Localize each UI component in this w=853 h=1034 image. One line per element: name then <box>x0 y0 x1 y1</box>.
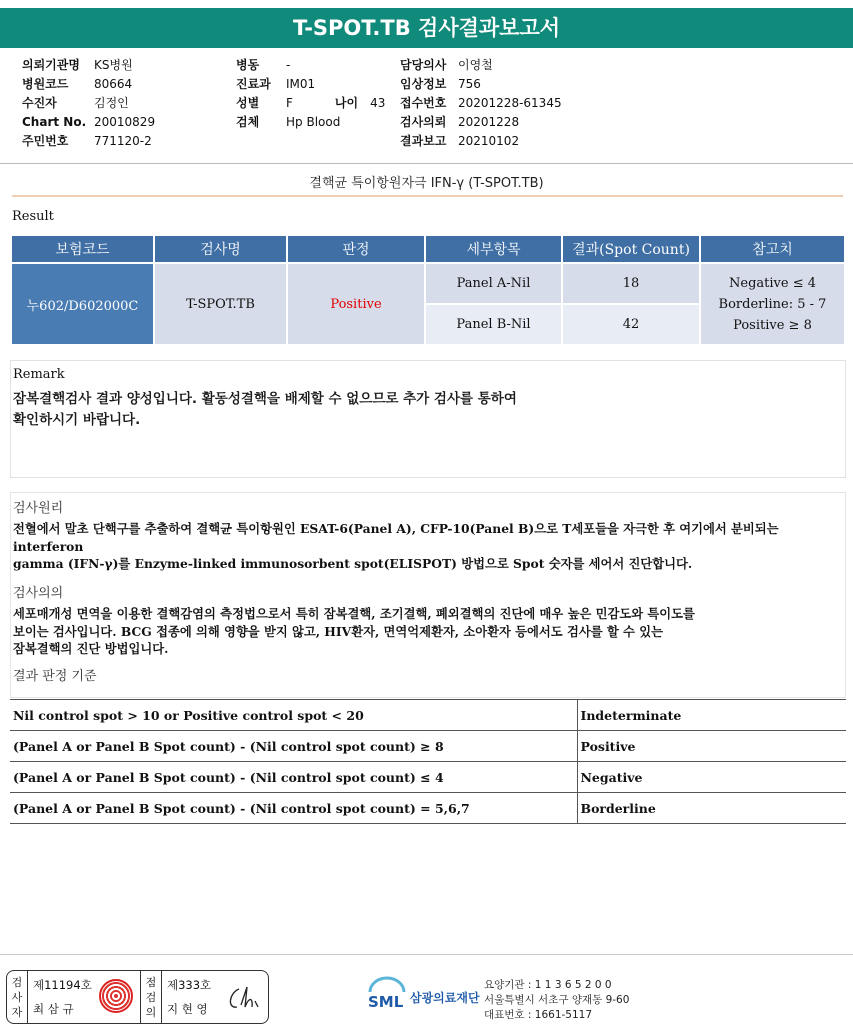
inspector-number: 제11194호 <box>33 978 92 992</box>
stamp-divider <box>161 971 162 1023</box>
age-value: 43 <box>370 96 386 110</box>
phone: 대표번호 : 1661-5117 <box>484 1009 593 1021</box>
criteria-result: Positive <box>577 731 846 762</box>
significance-line: 보이는 검사입니다. BCG 접종에 의해 영향을 받지 않고, HIV환자, 면역억제환자, 소아환자 등에서도 검사를 할 수 있는 <box>13 623 663 639</box>
panel-b-item: Panel B-Nil <box>426 305 561 344</box>
info-value: 80664 <box>94 77 133 91</box>
header-test-name: 검사명 <box>155 236 286 262</box>
info-label: 의뢰기관명 <box>22 58 80 72</box>
reference-range <box>701 264 844 344</box>
table-row <box>10 700 846 731</box>
info-value: 20210102 <box>458 134 520 148</box>
info-value: 20201228-61345 <box>458 96 562 110</box>
stamp-divider <box>140 971 141 1023</box>
info-label: 임상정보 <box>400 77 447 91</box>
principle-label: 검사원리 <box>13 501 64 516</box>
principle-line: interferon <box>13 538 84 554</box>
reference-negative: Negative ≤ 4 <box>729 275 816 291</box>
remark-line: 잠복결핵검사 결과 양성입니다. 활동성결핵을 배제할 수 없으므로 추가 검사를 통하여 <box>13 391 517 407</box>
checker-name: 지 현 영 <box>167 1002 208 1016</box>
info-label: 담당의사 <box>400 58 447 72</box>
info-label: Chart No. <box>22 115 87 129</box>
footer-divider <box>0 954 853 955</box>
criteria-condition: (Panel A or Panel B Spot count) - (Nil control spot count) = 5,6,7 <box>10 793 577 824</box>
info-value: F <box>286 96 293 110</box>
header-judgement: 판정 <box>288 236 424 262</box>
principle-line: gamma (IFN-γ)를 Enzyme-linked immunosorbent spot(ELISPOT) 방법으로 Spot 숫자를 세어서 진단합니다. <box>13 556 693 571</box>
criteria-condition: (Panel A or Panel B Spot count) - (Nil control spot count) ≥ 8 <box>10 731 577 762</box>
org-name: 삼광의료재단 <box>410 991 480 1005</box>
seal-icon <box>99 979 133 1013</box>
info-label: 결과보고 <box>400 134 447 148</box>
remark-label: Remark <box>13 367 65 382</box>
criteria-condition: Nil control spot > 10 or Positive control spot < 20 <box>10 700 577 731</box>
principle-section <box>10 492 846 698</box>
header-reference: 참고치 <box>701 236 844 262</box>
sml-logo-icon <box>366 976 408 1016</box>
significance-line: 세포매개성 면역을 이용한 결핵감염의 측정법으로서 특히 잠복결핵, 조기결핵, 폐외결핵의 진단에 매우 높은 민감도와 특이도를 <box>13 606 695 621</box>
info-label: 수진자 <box>22 96 57 110</box>
insurance-code: 누602/D602000C <box>12 264 153 344</box>
reference-borderline: Borderline: 5 - 7 <box>718 296 827 312</box>
remark-section <box>10 360 846 478</box>
age-label: 나이 <box>334 96 359 110</box>
judgement-value: Positive <box>288 264 424 344</box>
table-row <box>10 762 846 793</box>
criteria-table <box>10 699 846 824</box>
criteria-result: Indeterminate <box>577 700 846 731</box>
principle-text <box>13 520 779 573</box>
result-label: Result <box>12 209 54 224</box>
info-label: 성별 <box>236 96 260 110</box>
criteria-result: Negative <box>577 762 846 793</box>
info-label: 검사의뢰 <box>400 115 447 129</box>
info-column-2 <box>236 56 385 132</box>
address: 서울특별시 서초구 양재동 9-60 <box>484 994 630 1006</box>
info-label: 접수번호 <box>400 96 447 110</box>
info-value: 756 <box>458 77 481 91</box>
info-value: - <box>286 58 291 72</box>
info-value: 20201228 <box>458 115 520 129</box>
test-name: T-SPOT.TB <box>155 264 286 344</box>
remark-line: 확인하시기 바랍니다. <box>13 412 141 428</box>
significance-line: 잠복결핵의 진단 방법입니다. <box>13 641 169 656</box>
significance-text <box>13 605 695 658</box>
info-value: 김정인 <box>94 96 129 110</box>
info-value: 20010829 <box>94 115 156 129</box>
info-value: 이영철 <box>458 58 493 72</box>
divider <box>12 195 843 197</box>
criteria-condition: (Panel A or Panel B Spot count) - (Nil control spot count) ≤ 4 <box>10 762 577 793</box>
table-row <box>12 264 844 303</box>
signature-icon <box>225 983 261 1013</box>
svg-text:SML: SML <box>368 993 404 1011</box>
principle-line: 전혈에서 말초 단핵구를 추출하여 결핵균 특이항원인 ESAT-6(Panel A), CFP-10(Panel B)으로 T세포들을 자극한 후 여기에서 분비되는 <box>13 521 779 536</box>
result-table <box>10 234 846 346</box>
signature-box <box>6 970 269 1024</box>
remark-text <box>13 389 517 431</box>
info-label: 검체 <box>236 115 260 129</box>
header-detail-item: 세부항목 <box>426 236 561 262</box>
header-result: 결과(Spot Count) <box>563 236 699 262</box>
table-row <box>10 731 846 762</box>
table-header-row <box>12 236 844 262</box>
care-code: 요양기관 : 1 1 3 6 5 2 0 0 <box>484 979 612 991</box>
criteria-result: Borderline <box>577 793 846 824</box>
stamp-divider <box>27 971 28 1023</box>
report-title: T-SPOT.TB 검사결과보고서 <box>0 8 853 48</box>
criteria-label: 결과 판정 기준 <box>13 669 97 684</box>
info-label: 병동 <box>236 58 260 72</box>
panel-a-item: Panel A-Nil <box>426 264 561 303</box>
test-subtitle: 결핵균 특이항원자극 IFN-γ (T-SPOT.TB) <box>309 176 544 191</box>
divider <box>0 163 853 164</box>
header-insurance-code: 보험코드 <box>12 236 153 262</box>
panel-b-value: 42 <box>563 305 699 344</box>
inspector-name: 최 삼 규 <box>33 1002 74 1016</box>
info-column-3 <box>400 56 562 151</box>
info-value: KS병원 <box>94 58 133 72</box>
info-label: 병원코드 <box>22 77 69 91</box>
org-address-block <box>484 978 629 1023</box>
info-value: Hp Blood <box>286 115 341 129</box>
significance-label: 검사의의 <box>13 586 64 601</box>
reference-positive: Positive ≥ 8 <box>733 317 812 333</box>
info-label: 주민번호 <box>22 134 69 148</box>
inspector-title: 검사자 <box>11 976 23 1019</box>
info-column-1 <box>22 56 155 151</box>
table-row <box>10 793 846 824</box>
info-value: 771120-2 <box>94 134 152 148</box>
checker-title: 점검의 <box>145 976 157 1019</box>
info-value: IM01 <box>286 77 316 91</box>
info-label: 진료과 <box>236 77 271 91</box>
checker-number: 제333호 <box>167 978 212 992</box>
panel-a-value: 18 <box>563 264 699 303</box>
